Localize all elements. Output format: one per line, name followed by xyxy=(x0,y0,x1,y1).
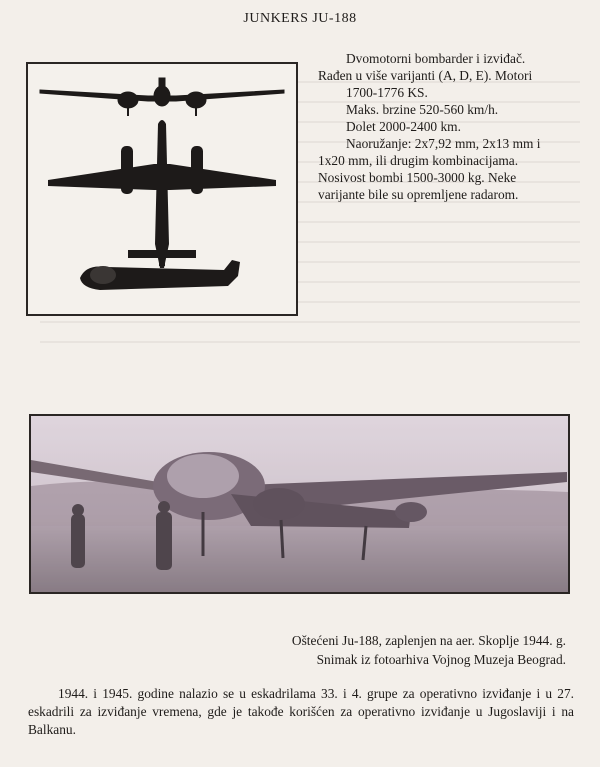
specs-armament-4: varijante bile su opremljene radarom. xyxy=(318,187,519,202)
top-view xyxy=(48,120,276,268)
specs-line-3: 1700-1776 KS. xyxy=(346,85,428,100)
specs-line-2: Rađen u više varijanti (A, D, E). Motori xyxy=(318,68,533,83)
three-view-silhouette xyxy=(28,64,296,314)
specs-range-text: Dolet 2000-2400 km. xyxy=(346,119,461,134)
specs-armament-1: Naoružanje: 2x7,92 mm, 2x13 mm i xyxy=(346,136,541,151)
specs-description xyxy=(318,50,586,67)
body-paragraph: 1944. i 1945. godine nalazio se u eskadrilama 33. i 4. grupe za operativno izviđanje i u 27. eskadrili za izviđanje vremena, gde je takođe korišćen za operativno izviđanje u Jugoslaviji i na Balkanu. xyxy=(28,686,574,737)
specs-armament-3: Nosivost bombi 1500-3000 kg. Neke xyxy=(318,170,517,185)
caption-line-1: Oštećeni Ju-188, zaplenjen na aer. Skoplje 1944. g. xyxy=(291,633,566,648)
aircraft-silhouette-drawing xyxy=(26,62,298,316)
caption-line-2: Snimak iz fotoarhiva Vojnog Muzeja Beograd. xyxy=(316,652,566,667)
photo-illustration xyxy=(31,416,568,592)
specs-armament-2: 1x20 mm, ili drugim kombinacijama. xyxy=(318,153,519,168)
specs-speed xyxy=(318,101,586,118)
front-view xyxy=(40,78,284,116)
specs-line-1: Dvomotorni bombarder i izviđač. xyxy=(346,51,526,66)
specs-armament xyxy=(318,135,586,152)
specs-variants xyxy=(318,67,586,101)
specs-range xyxy=(318,118,586,135)
specs-armament-cont xyxy=(318,152,586,203)
specs-max-speed: Maks. brzine 520-560 km/h. xyxy=(346,102,499,117)
aircraft-photo xyxy=(29,414,570,594)
specifications-block xyxy=(318,50,586,203)
photo-caption xyxy=(206,631,566,669)
page-title: JUNKERS JU-188 xyxy=(243,11,357,26)
